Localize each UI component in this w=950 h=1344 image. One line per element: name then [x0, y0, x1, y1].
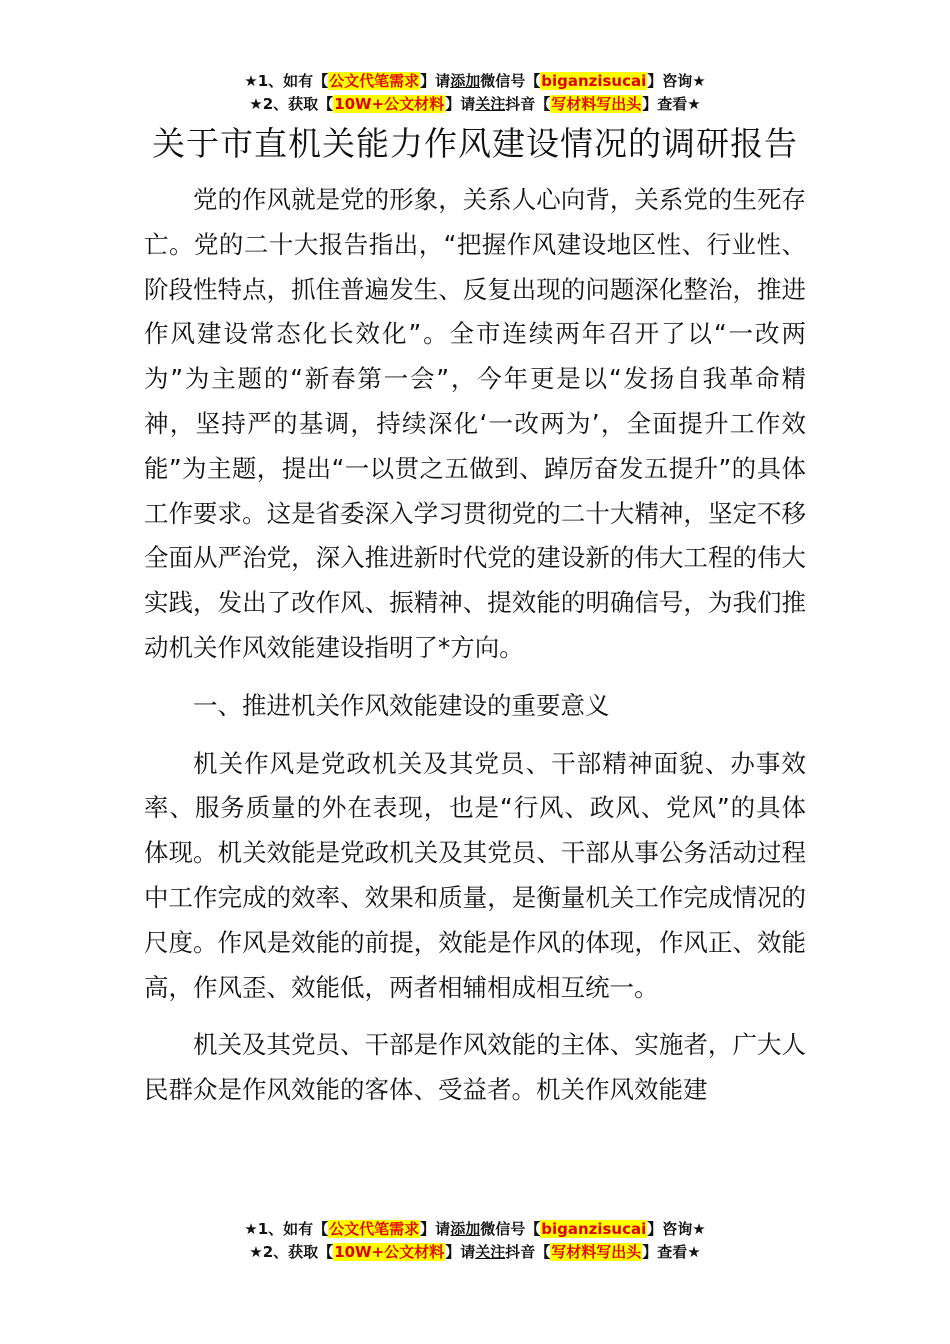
- promo-highlight: 公文代笔需求: [329, 1220, 420, 1238]
- promo-text: ★1、如有【: [244, 1220, 329, 1238]
- promo-text: 微信号【: [480, 1220, 541, 1238]
- promo-highlight: 写材料写出头: [551, 1243, 642, 1261]
- promo-text: 】咨询★: [647, 72, 706, 90]
- promo-highlight: 公文代笔需求: [329, 72, 420, 90]
- promo-line-2: [0, 1241, 950, 1264]
- promo-text: 微信号【: [480, 72, 541, 90]
- promo-underlined: 添加: [450, 1220, 481, 1238]
- promo-highlight: 写材料写出头: [551, 95, 642, 113]
- paragraph-definition: 机关作风是党政机关及其党员、干部精神面貌、办事效率、服务质量的外在表现，也是“行风、政风、党风”的具体体现。机关效能是党政机关及其党员、干部从事公务活动过程中工作完成的效率、效果和质量，是衡量机关工作完成情况的尺度。作风是效能的前提，效能是作风的体现，作风正、效能高，作风歪、效能低，两者相辅相成相互统一。: [144, 748, 806, 1002]
- document-body: [144, 178, 806, 1126]
- promo-text: 】咨询★: [647, 1220, 706, 1238]
- promo-text: 】查看★: [642, 95, 701, 113]
- promo-text: 】查看★: [642, 1243, 701, 1261]
- promo-text: 抖音【: [505, 1243, 551, 1261]
- paragraph-intro: 党的作风就是党的形象，关系人心向背，关系党的生死存亡。党的二十大报告指出，“把握作风建设地区性、行业性、阶段性特点，抓住普遍发生、反复出现的问题深化整治，推进作风建设常态化长效化”。全市连续两年召开了以“一改两为”为主题的“新春第一会”，今年更是以“发扬自我革命精神，坚持严的基调，持续深化‘一改两为’，全面提升工作效能”为主题，提出“一以贯之五做到、踔厉奋发五提升”的具体工作要求。这是省委深入学习贯彻党的二十大精神，坚定不移全面从严治党，深入推进新时代党的建设新的伟大工程的伟大实践，发出了改作风、振精神、提效能的明确信号，为我们推动机关作风效能建设指明了*方向。: [144, 185, 806, 662]
- promo-underlined: 添加: [450, 72, 481, 90]
- promo-banner-bottom: [0, 1218, 950, 1264]
- promo-text: 】请: [420, 1220, 451, 1238]
- promo-text: ★1、如有【: [244, 72, 329, 90]
- promo-text: ★2、获取【: [249, 95, 334, 113]
- promo-highlight: biganzisucai: [541, 1220, 647, 1238]
- promo-underlined: 关注: [475, 1243, 506, 1261]
- promo-banner-top: [0, 70, 950, 116]
- promo-line-1: [0, 1218, 950, 1241]
- promo-highlight: 10W+公文材料: [334, 95, 445, 113]
- promo-text: 】请: [445, 1243, 476, 1261]
- promo-text: 】请: [420, 72, 451, 90]
- promo-highlight: biganzisucai: [541, 72, 647, 90]
- promo-underlined: 关注: [475, 95, 506, 113]
- promo-line-1: [0, 70, 950, 93]
- document-title: 关于市直机关能力作风建设情况的调研报告: [152, 124, 798, 163]
- section-heading-1: 一、推进机关作风效能建设的重要意义: [193, 690, 610, 720]
- promo-highlight: 10W+公文材料: [334, 1243, 445, 1261]
- promo-text: 】请: [445, 95, 476, 113]
- promo-line-2: [0, 93, 950, 116]
- promo-text: ★2、获取【: [249, 1243, 334, 1261]
- promo-text: 抖音【: [505, 95, 551, 113]
- paragraph-subject: 机关及其党员、干部是作风效能的主体、实施者，广大人民群众是作风效能的客体、受益者。机关作风效能建: [144, 1030, 806, 1105]
